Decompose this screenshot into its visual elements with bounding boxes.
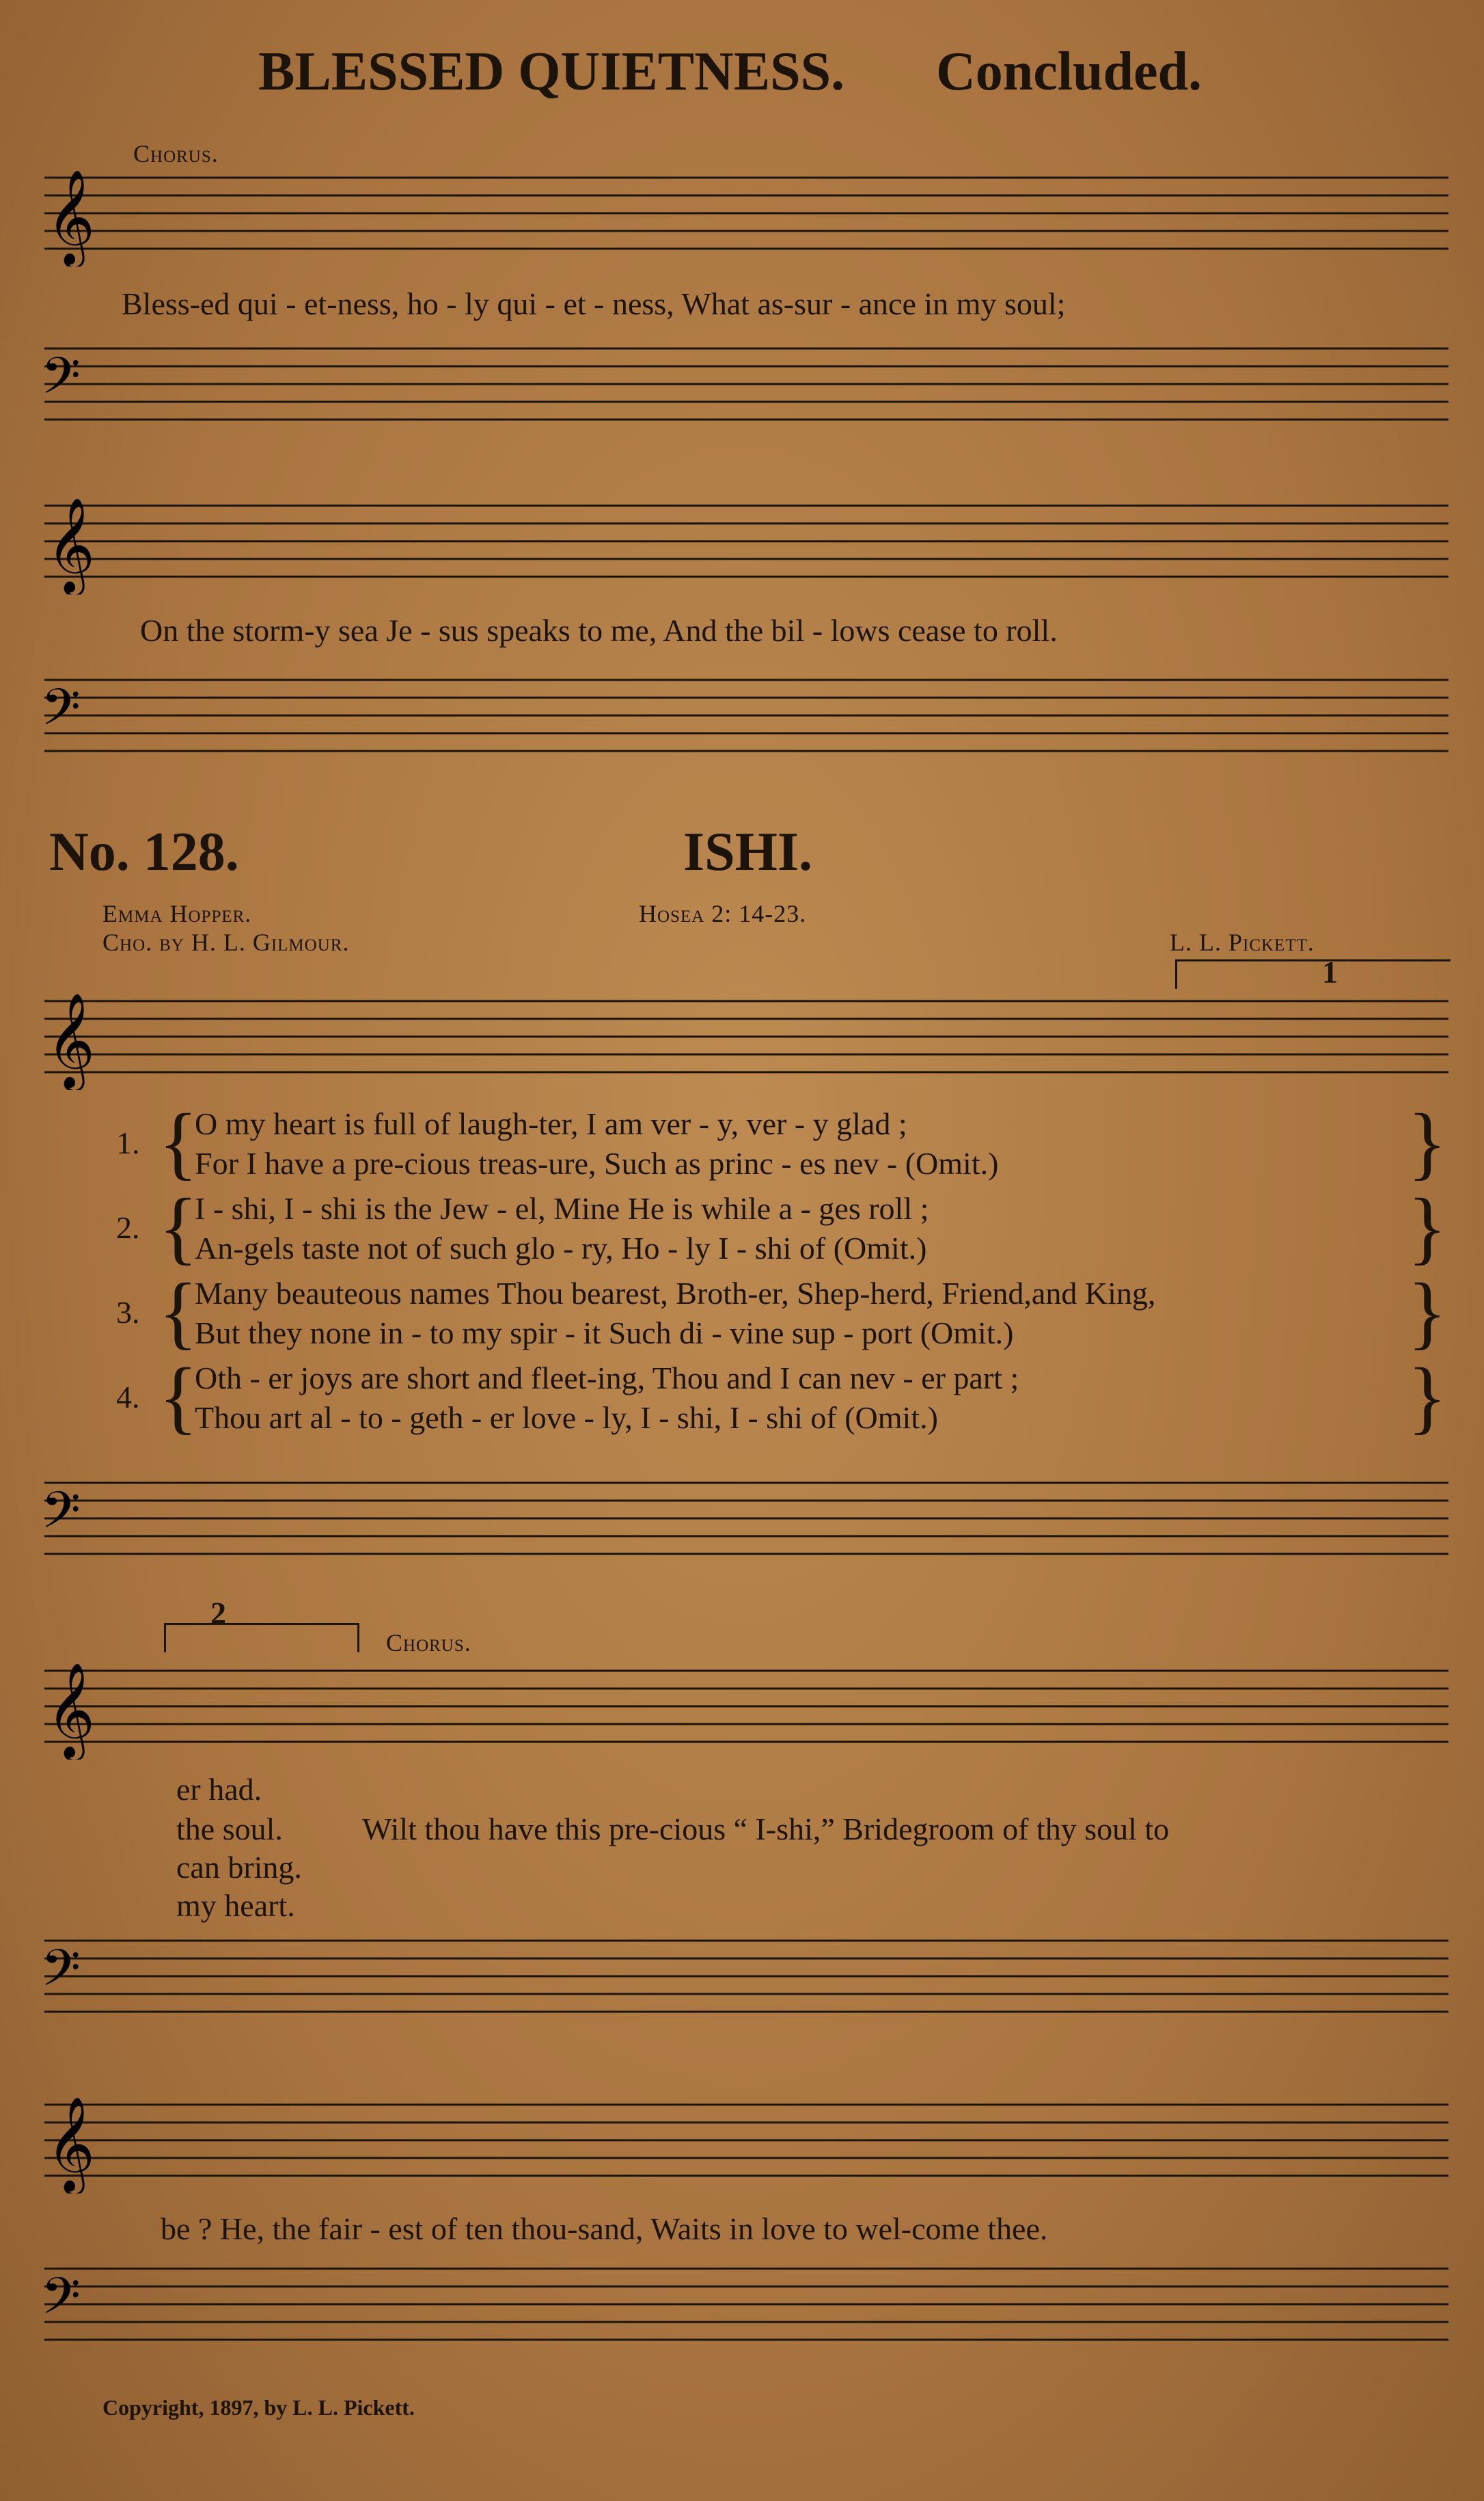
verse-line: An-gels taste not of such glo - ry, Ho - ly I - shi of (Omit.) xyxy=(195,1231,927,1266)
brace-left: { xyxy=(159,1097,198,1188)
second-ending-mark xyxy=(164,1623,359,1652)
chorus-lyric: Wilt thou have this pre-cious “ I-shi,” Bridegroom of thy soul to xyxy=(362,1812,1170,1846)
brace-left: { xyxy=(159,1351,198,1442)
ending-lyric: my heart. xyxy=(176,1888,295,1923)
treble-staff xyxy=(27,164,1455,266)
treble-staff xyxy=(27,987,1455,1090)
svg-text:𝄞: 𝄞 xyxy=(46,1663,95,1758)
verse-line: Many beauteous names Thou bearest, Broth-er, Shep-herd, Friend,and King, xyxy=(195,1276,1156,1311)
first-ending-number: 1 xyxy=(1322,955,1338,989)
ending-lyric: can bring. xyxy=(176,1850,302,1885)
svg-text:𝄢: 𝄢 xyxy=(41,1481,81,1553)
brace-right: } xyxy=(1407,1351,1447,1442)
svg-text:𝄞: 𝄞 xyxy=(46,497,95,592)
brace-right: } xyxy=(1407,1181,1447,1272)
composer: L. L. Pickett. xyxy=(1170,929,1315,956)
svg-text:𝄞: 𝄞 xyxy=(46,169,95,264)
verse-line: I - shi, I - shi is the Jew - el, Mine He is while a - ges roll ; xyxy=(195,1191,929,1226)
verse-line: O my heart is full of laugh-ter, I am ver - y, ver - y glad ; xyxy=(195,1106,907,1141)
brace-left: { xyxy=(159,1181,198,1272)
treble-staff xyxy=(27,492,1455,594)
svg-text:𝄢: 𝄢 xyxy=(41,1939,81,2010)
svg-text:𝄢: 𝄢 xyxy=(41,678,81,750)
verse-line: For I have a pre-cious treas-ure, Such as princ - es nev - (Omit.) xyxy=(195,1146,999,1181)
bass-staff xyxy=(27,2262,1455,2351)
chorus-lyric: be ? He, the fair - est of ten thou-sand, Waits in love to wel-come thee. xyxy=(161,2211,1048,2246)
verse-line: Oth - er joys are short and fleet-ing, Thou and I can nev - er part ; xyxy=(195,1361,1019,1395)
chorus-label: Chorus. xyxy=(386,1629,471,1656)
svg-text:𝄢: 𝄢 xyxy=(41,2267,81,2338)
svg-text:𝄞: 𝄞 xyxy=(46,2096,95,2191)
verse-number: 2. xyxy=(116,1210,140,1245)
svg-text:𝄞: 𝄞 xyxy=(46,993,95,1088)
lyric-line: Bless-ed qui - et-ness, ho - ly qui - et - ness, What as-sur - ance in my soul; xyxy=(122,286,1066,321)
author: Emma Hopper. xyxy=(102,900,252,927)
ending-lyric: er had. xyxy=(176,1772,262,1807)
verse-line: Thou art al - to - geth - er love - ly, I - shi, I - shi of (Omit.) xyxy=(195,1400,938,1435)
second-ending-number: 2 xyxy=(210,1596,226,1630)
lyric-line: On the storm-y sea Je - sus speaks to me, And the bil - lows cease to roll. xyxy=(140,613,1058,648)
bass-staff xyxy=(27,342,1455,430)
verse-number: 3. xyxy=(116,1295,140,1330)
ending-lyric: the soul. xyxy=(176,1812,283,1846)
bass-staff xyxy=(27,1934,1455,2023)
verse-line: But they none in - to my spir - it Such di - vine sup - port (Omit.) xyxy=(195,1315,1014,1350)
brace-left: { xyxy=(159,1266,198,1357)
verse-number: 4. xyxy=(116,1380,140,1414)
hymn-number: No. 128. xyxy=(49,822,239,882)
bass-staff xyxy=(27,1476,1455,1565)
chorus-label: Chorus. xyxy=(133,140,219,167)
brace-right: } xyxy=(1407,1266,1447,1357)
svg-text:𝄢: 𝄢 xyxy=(41,346,81,418)
verse-number: 1. xyxy=(116,1125,140,1160)
chorus-author: Cho. by H. L. Gilmour. xyxy=(102,929,350,956)
song-title: BLESSED QUIETNESS. xyxy=(258,42,845,102)
hymn-title: ISHI. xyxy=(683,822,812,882)
bass-staff xyxy=(27,673,1455,762)
concluded-label: Concluded. xyxy=(936,42,1202,102)
copyright-notice: Copyright, 1897, by L. L. Pickett. xyxy=(102,2395,415,2420)
treble-staff xyxy=(27,1657,1455,1760)
scripture-reference: Hosea 2: 14-23. xyxy=(639,900,807,927)
brace-right: } xyxy=(1407,1097,1447,1188)
treble-staff xyxy=(27,2091,1455,2194)
first-ending-mark xyxy=(1175,959,1451,989)
